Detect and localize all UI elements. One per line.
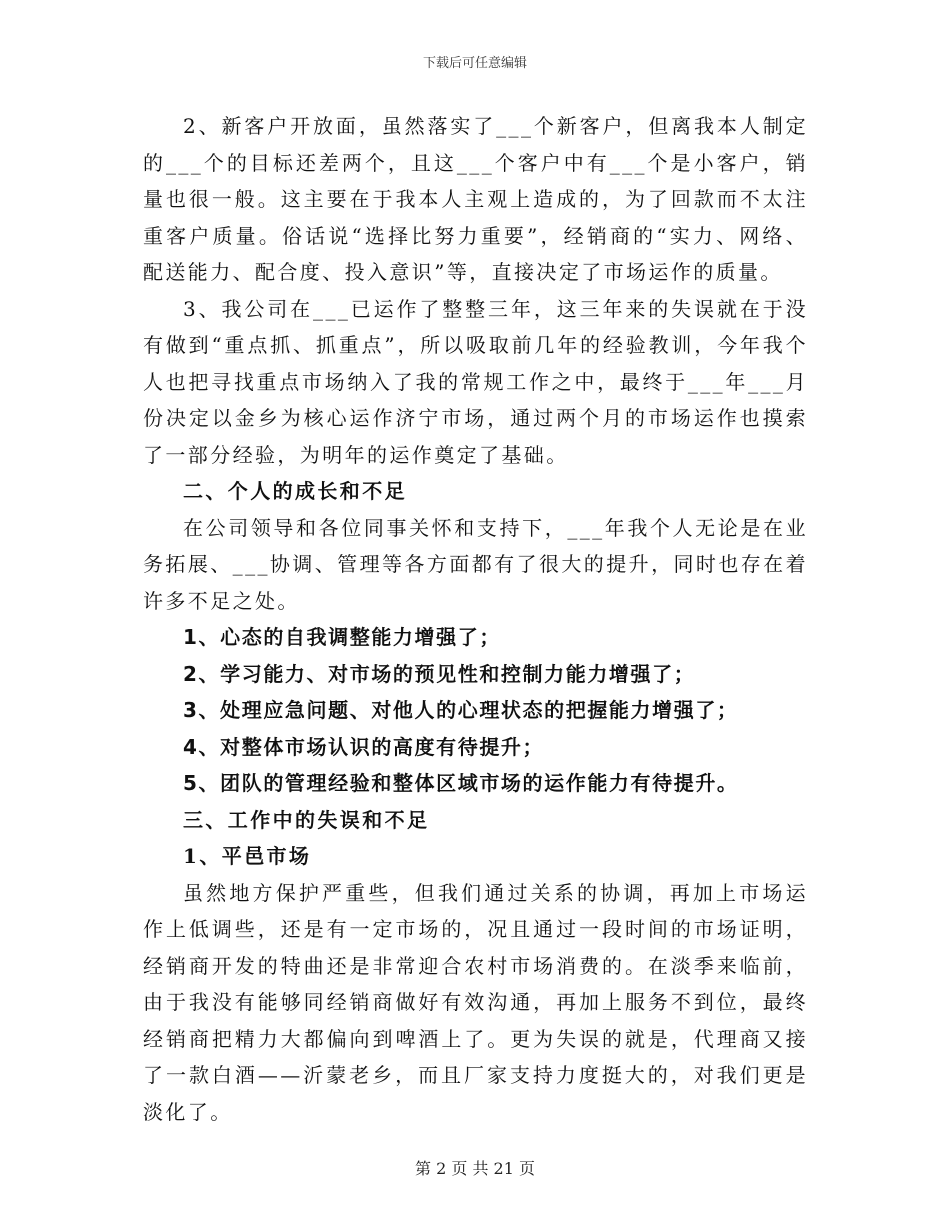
paragraph-company-operations: 3、我公司在___已运作了整整三年，这三年来的失误就在于没有做到“重点抓、抓重点”，所以吸取前几年的经验教训，今年我个人也把寻找重点市场纳入了我的常规工作之中，最终于___年___月份决定以金乡为核心运作济宁市场，通过两个月的市场运作也摸索了一部分经验，为明年的运作奠定了基础。 xyxy=(143,296,808,467)
list-item: 2、学习能力、对市场的预见性和控制力能力增强了； xyxy=(183,661,696,686)
list-item: 3、处理应急问题、对他人的心理状态的把握能力增强了； xyxy=(183,698,739,722)
page-number: 第 2 页 共 21 页 xyxy=(415,1159,535,1178)
list-item: 4、对整体市场认识的高度有待提升； xyxy=(183,734,545,759)
list-item: 5、团队的管理经验和整体区域市场的运作能力有待提升。 xyxy=(183,771,739,795)
page-header: 下载后可任意编辑 xyxy=(422,56,527,71)
document-body xyxy=(143,108,808,1130)
section-heading-growth: 二、个人的成长和不足 xyxy=(183,479,407,503)
paragraph-growth-intro: 在公司领导和各位同事关怀和支持下，___年我个人无论是在业务拓展、___协调、管理等各方面都有了很大的提升，同时也存在着许多不足之处。 xyxy=(143,515,808,613)
list-item: 1、心态的自我调整能力增强了； xyxy=(183,625,501,649)
paragraph-new-customers: 2、新客户开放面，虽然落实了___个新客户，但离我本人制定的___个的目标还差两个，且这___个客户中有___个是小客户，销量也很一般。这主要在于我本人主观上造成的，为了回款而不太注重客户质量。俗话说“选择比努力重要”，经销商的“实力、网络、配送能力、配合度、投入意识”等，直接决定了市场运作的质量。 xyxy=(143,114,808,284)
section-heading-mistakes: 三、工作中的失误和不足 xyxy=(183,807,430,832)
subsection-heading-pingyi: 1、平邑市场 xyxy=(183,844,312,868)
paragraph-pingyi-market: 虽然地方保护严重些，但我们通过关系的协调，再加上市场运作上低调些，还是有一定市场的，况且通过一段时间的市场证明，经销商开发的特曲还是非常迎合农村市场消费的。在淡季来临前，由于我没有能够同经销商做好有效沟通，再加上服务不到位，最终经销商把精力大都偏向到啤酒上了。更为失误的就是，代理商又接了一款白酒——沂蒙老乡，而且厂家支持力度挺大的，对我们更是淡化了。 xyxy=(143,880,808,1124)
